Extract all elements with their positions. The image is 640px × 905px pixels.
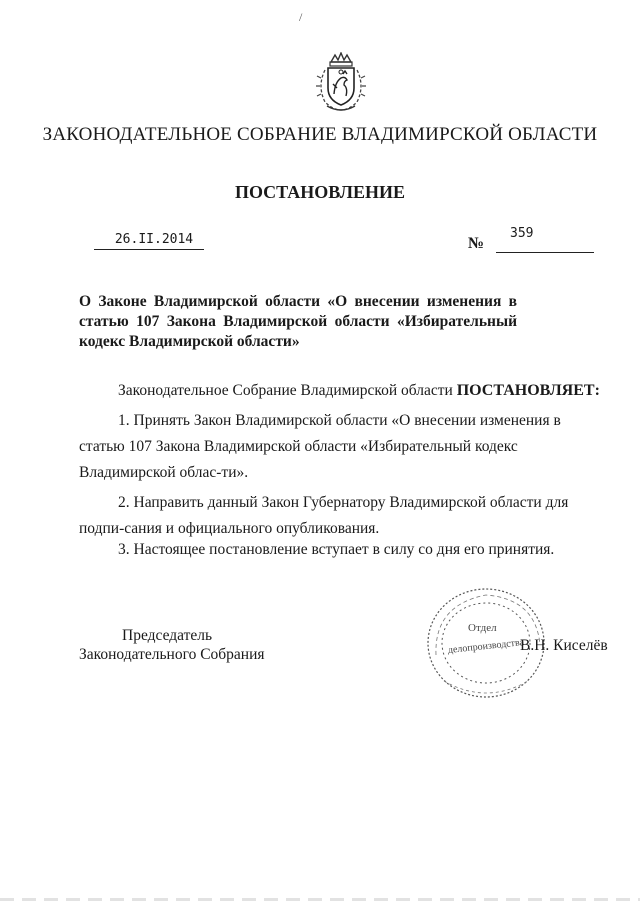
signer-title [79, 626, 279, 664]
signer-title-line1: Председатель [122, 627, 213, 644]
organization-title: ЗАКОНОДАТЕЛЬНОЕ СОБРАНИЕ ВЛАДИМИРСКОЙ ОБЛАСТИ [42, 124, 598, 145]
signer-name: В.Н. Киселёв [520, 637, 608, 654]
document-type: ПОСТАНОВЛЕНИЕ [234, 182, 406, 202]
document-subject: О Законе Владимирской области «О внесении изменения в статью 107 Закона Владимирской области «Избирательный кодекс Владимирской области» [79, 293, 517, 350]
item-2-text: 2. Направить данный Закон Губернатору Владимирской области для подпи-сания и официального опубликования. [79, 494, 569, 537]
number-label: № [468, 235, 485, 252]
intro-text: Законодательное Собрание Владимирской области [118, 382, 453, 399]
item-1-text: 1. Принять Закон Владимирской области «О внесении изменения в статью 107 Закона Владимирской области «Избирательный кодекс Владимирской облас-ти». [79, 412, 561, 481]
stamp-center-line2: делопроизводства [447, 637, 525, 656]
scan-edge-artifact [0, 898, 640, 901]
intro-paragraph [118, 381, 600, 401]
document-date: 26.II.2014 [94, 232, 204, 250]
signer-title-line2: Законодательного Собрания [79, 646, 265, 663]
item-1 [79, 408, 599, 486]
number-underline [496, 252, 594, 253]
item-2 [79, 490, 599, 542]
stamp-center-line1: Отдел [468, 622, 497, 634]
intro-decree: ПОСТАНОВЛЯЕТ: [456, 382, 600, 399]
document-number: 359 [510, 226, 534, 241]
top-mark: / [299, 10, 303, 24]
coat-of-arms-icon [313, 52, 369, 114]
item-3: 3. Настоящее постановление вступает в силу со дня его принятия. [118, 541, 555, 558]
